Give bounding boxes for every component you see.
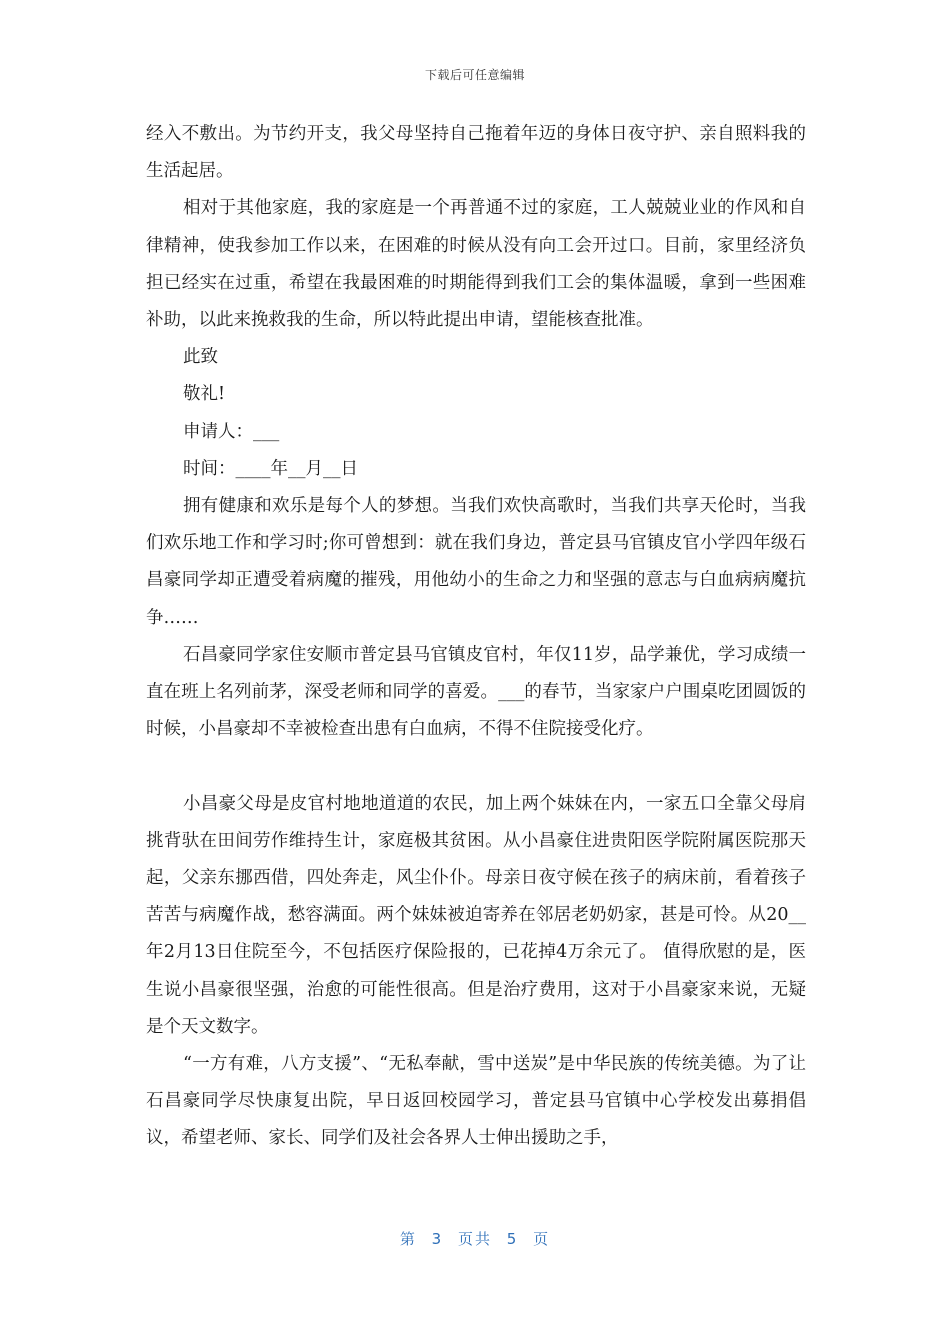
page-number: 第 3 页共 5 页 [399, 1230, 551, 1248]
paragraph-3: 拥有健康和欢乐是每个人的梦想。当我们欢快高歌时，当我们共享天伦时，当我们欢乐地工作和学习时;你可曾想到：就在我们身边，普定县马官镇皮官小学四年级石昌豪同学却正遭受着病魔的摧残，用他幼小的生命之力和坚强的意志与白血病病魔抗争…… [146, 496, 806, 628]
page-header-note: 下载后可任意编辑 [424, 68, 525, 82]
closing-regards: 敬礼! [183, 384, 226, 405]
applicant-line: 申请人：___ [183, 421, 280, 442]
date-line: 时间：____年__月__日 [183, 458, 358, 479]
document-body [146, 116, 806, 1158]
closing-salutation: 此致 [183, 347, 218, 368]
paragraph-6: “一方有难，八方支援”、“无私奉献，雪中送炭”是中华民族的传统美德。为了让石昌豪同学尽快康复出院，早日返回校园学习，普定县马官镇中心学校发出募捐倡议，希望老师、家长、同学们及社会各界人士伸出援助之手， [146, 1054, 806, 1149]
paragraph-5: 小昌豪父母是皮官村地地道道的农民，加上两个妹妹在内，一家五口全靠父母肩挑背驮在田间劳作维持生计，家庭极其贫困。从小昌豪住进贵阳医学院附属医院那天起，父亲东挪西借，四处奔走，风尘仆仆。母亲日夜守候在孩子的病床前，看着孩子苦苦与病魔作战，愁容满面。两个妹妹被迫寄养在邻居老奶奶家，甚是可怜。从20__年2月13日住院至今，不包括医疗保险报的，已花掉4万余元了。 值得欣慰的是，医生说小昌豪很坚强，治愈的可能性很高。但是治疗费用，这对于小昌豪家来说，无疑是个天文数字。 [146, 793, 806, 1037]
paragraph-spacer [146, 748, 806, 785]
paragraph-4: 石昌豪同学家住安顺市普定县马官镇皮官村，年仅11岁，品学兼优，学习成绩一直在班上名列前茅，深受老师和同学的喜爱。___的春节，当家家户户围桌吃团圆饭的时候，小昌豪却不幸被检查出患有白血病，不得不住院接受化疗。 [146, 644, 806, 740]
paragraph-1: 经入不敷出。为节约开支，我父母坚持自己拖着年迈的身体日夜守护、亲自照料我的生活起居。 [146, 124, 806, 182]
paragraph-2: 相对于其他家庭，我的家庭是一个再普通不过的家庭，工人兢兢业业的作风和自律精神，使我参加工作以来，在困难的时候从没有向工会开过口。目前，家里经济负担已经实在过重，希望在我最困难的时期能得到我们工会的集体温暖，拿到一些困难补助，以此来挽救我的生命，所以特此提出申请，望能核查批准。 [146, 198, 806, 331]
